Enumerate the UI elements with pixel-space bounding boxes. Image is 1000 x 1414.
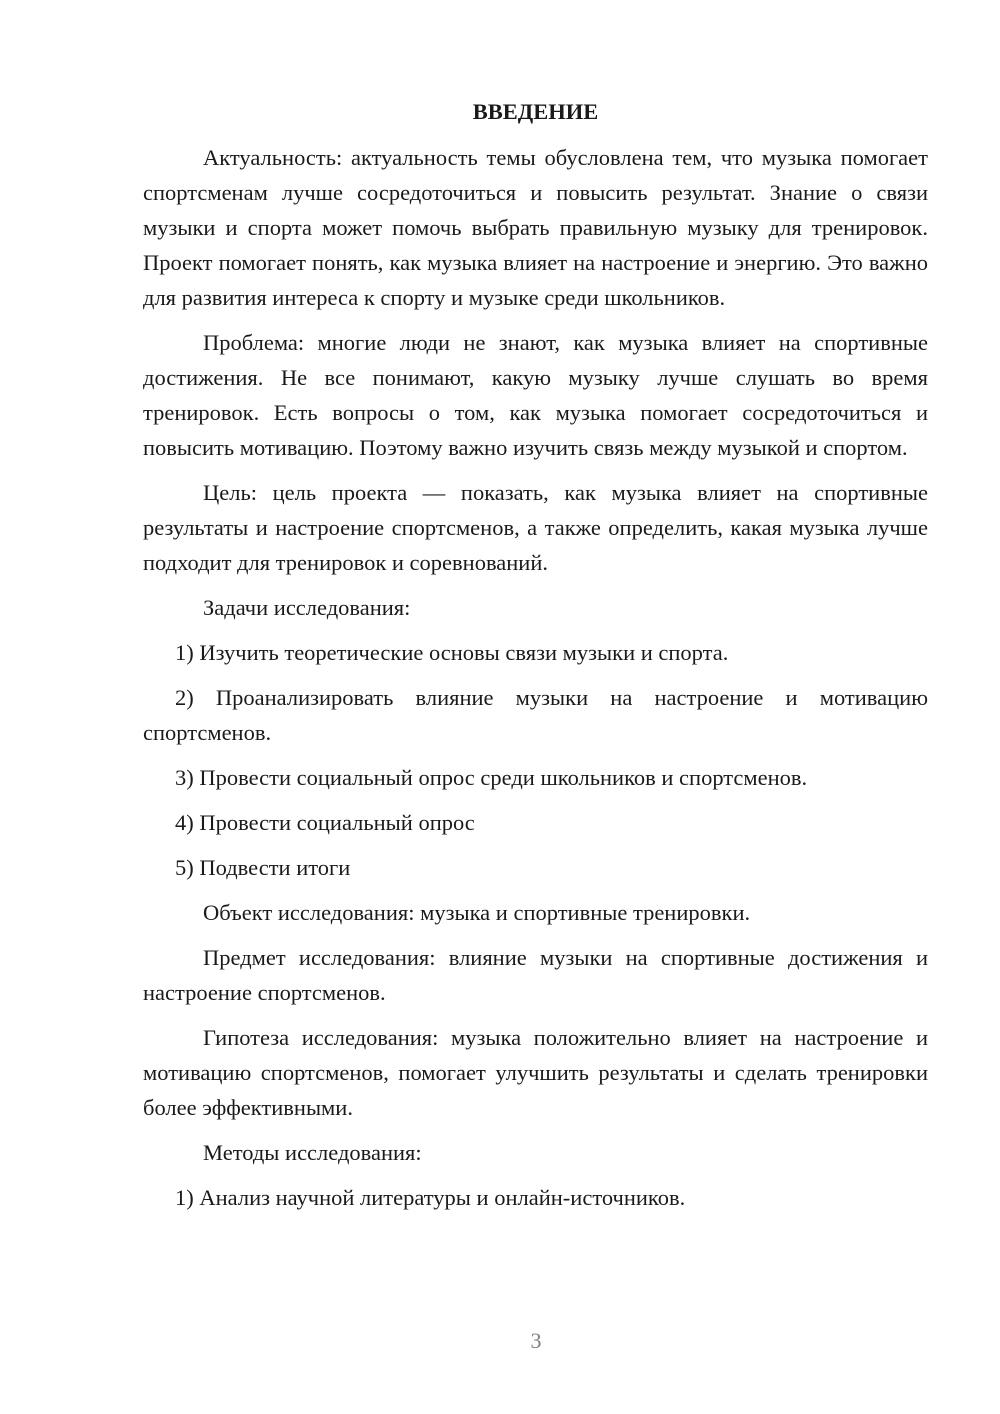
subject-paragraph: Предмет исследования: влияние музыки на спортивные достижения и настроение спортсменов. <box>143 945 928 1005</box>
task-item-3: 3) Провести социальный опрос среди школьников и спортсменов. <box>175 765 808 790</box>
methods-title: Методы исследования: <box>203 1140 422 1165</box>
hypothesis-paragraph: Гипотеза исследования: музыка положительно влияет на настроение и мотивацию спортсменов, помогает улучшить результаты и сделать тренировки более эффективными. <box>143 1025 928 1120</box>
tasks-title: Задачи исследования: <box>203 595 411 620</box>
section-heading: ВВЕДЕНИЕ <box>472 99 599 124</box>
task-item-2: 2) Проанализировать влияние музыки на настроение и мотивацию спортсменов. <box>143 685 928 745</box>
relevance-paragraph: Актуальность: актуальность темы обусловлена тем, что музыка помогает спортсменам лучше сосредоточиться и повысить результат. Знание о связи музыки и спорта может помочь выбрать правильную музыку для тренировок. Проект помогает понять, как музыка влияет на настроение и энергию. Это важно для развития интереса к спорту и музыке среди школьников. <box>143 145 928 310</box>
object-paragraph: Объект исследования: музыка и спортивные тренировки. <box>203 900 751 925</box>
page-number: 3 <box>530 1328 542 1353</box>
task-item-5: 5) Подвести итоги <box>175 855 351 880</box>
goal-paragraph: Цель: цель проекта — показать, как музыка влияет на спортивные результаты и настроение спортсменов, а также определить, какая музыка лучше подходит для тренировок и соревнований. <box>143 480 928 575</box>
document-page <box>143 94 928 1225</box>
task-item-1: 1) Изучить теоретические основы связи музыки и спорта. <box>175 640 729 665</box>
method-item-1: 1) Анализ научной литературы и онлайн-источников. <box>175 1185 686 1210</box>
task-item-4: 4) Провести социальный опрос <box>175 810 475 835</box>
problem-paragraph: Проблема: многие люди не знают, как музыка влияет на спортивные достижения. Не все понимают, какую музыку лучше слушать во время тренировок. Есть вопросы о том, как музыка помогает сосредоточиться и повысить мотивацию. Поэтому важно изучить связь между музыкой и спортом. <box>143 330 928 460</box>
